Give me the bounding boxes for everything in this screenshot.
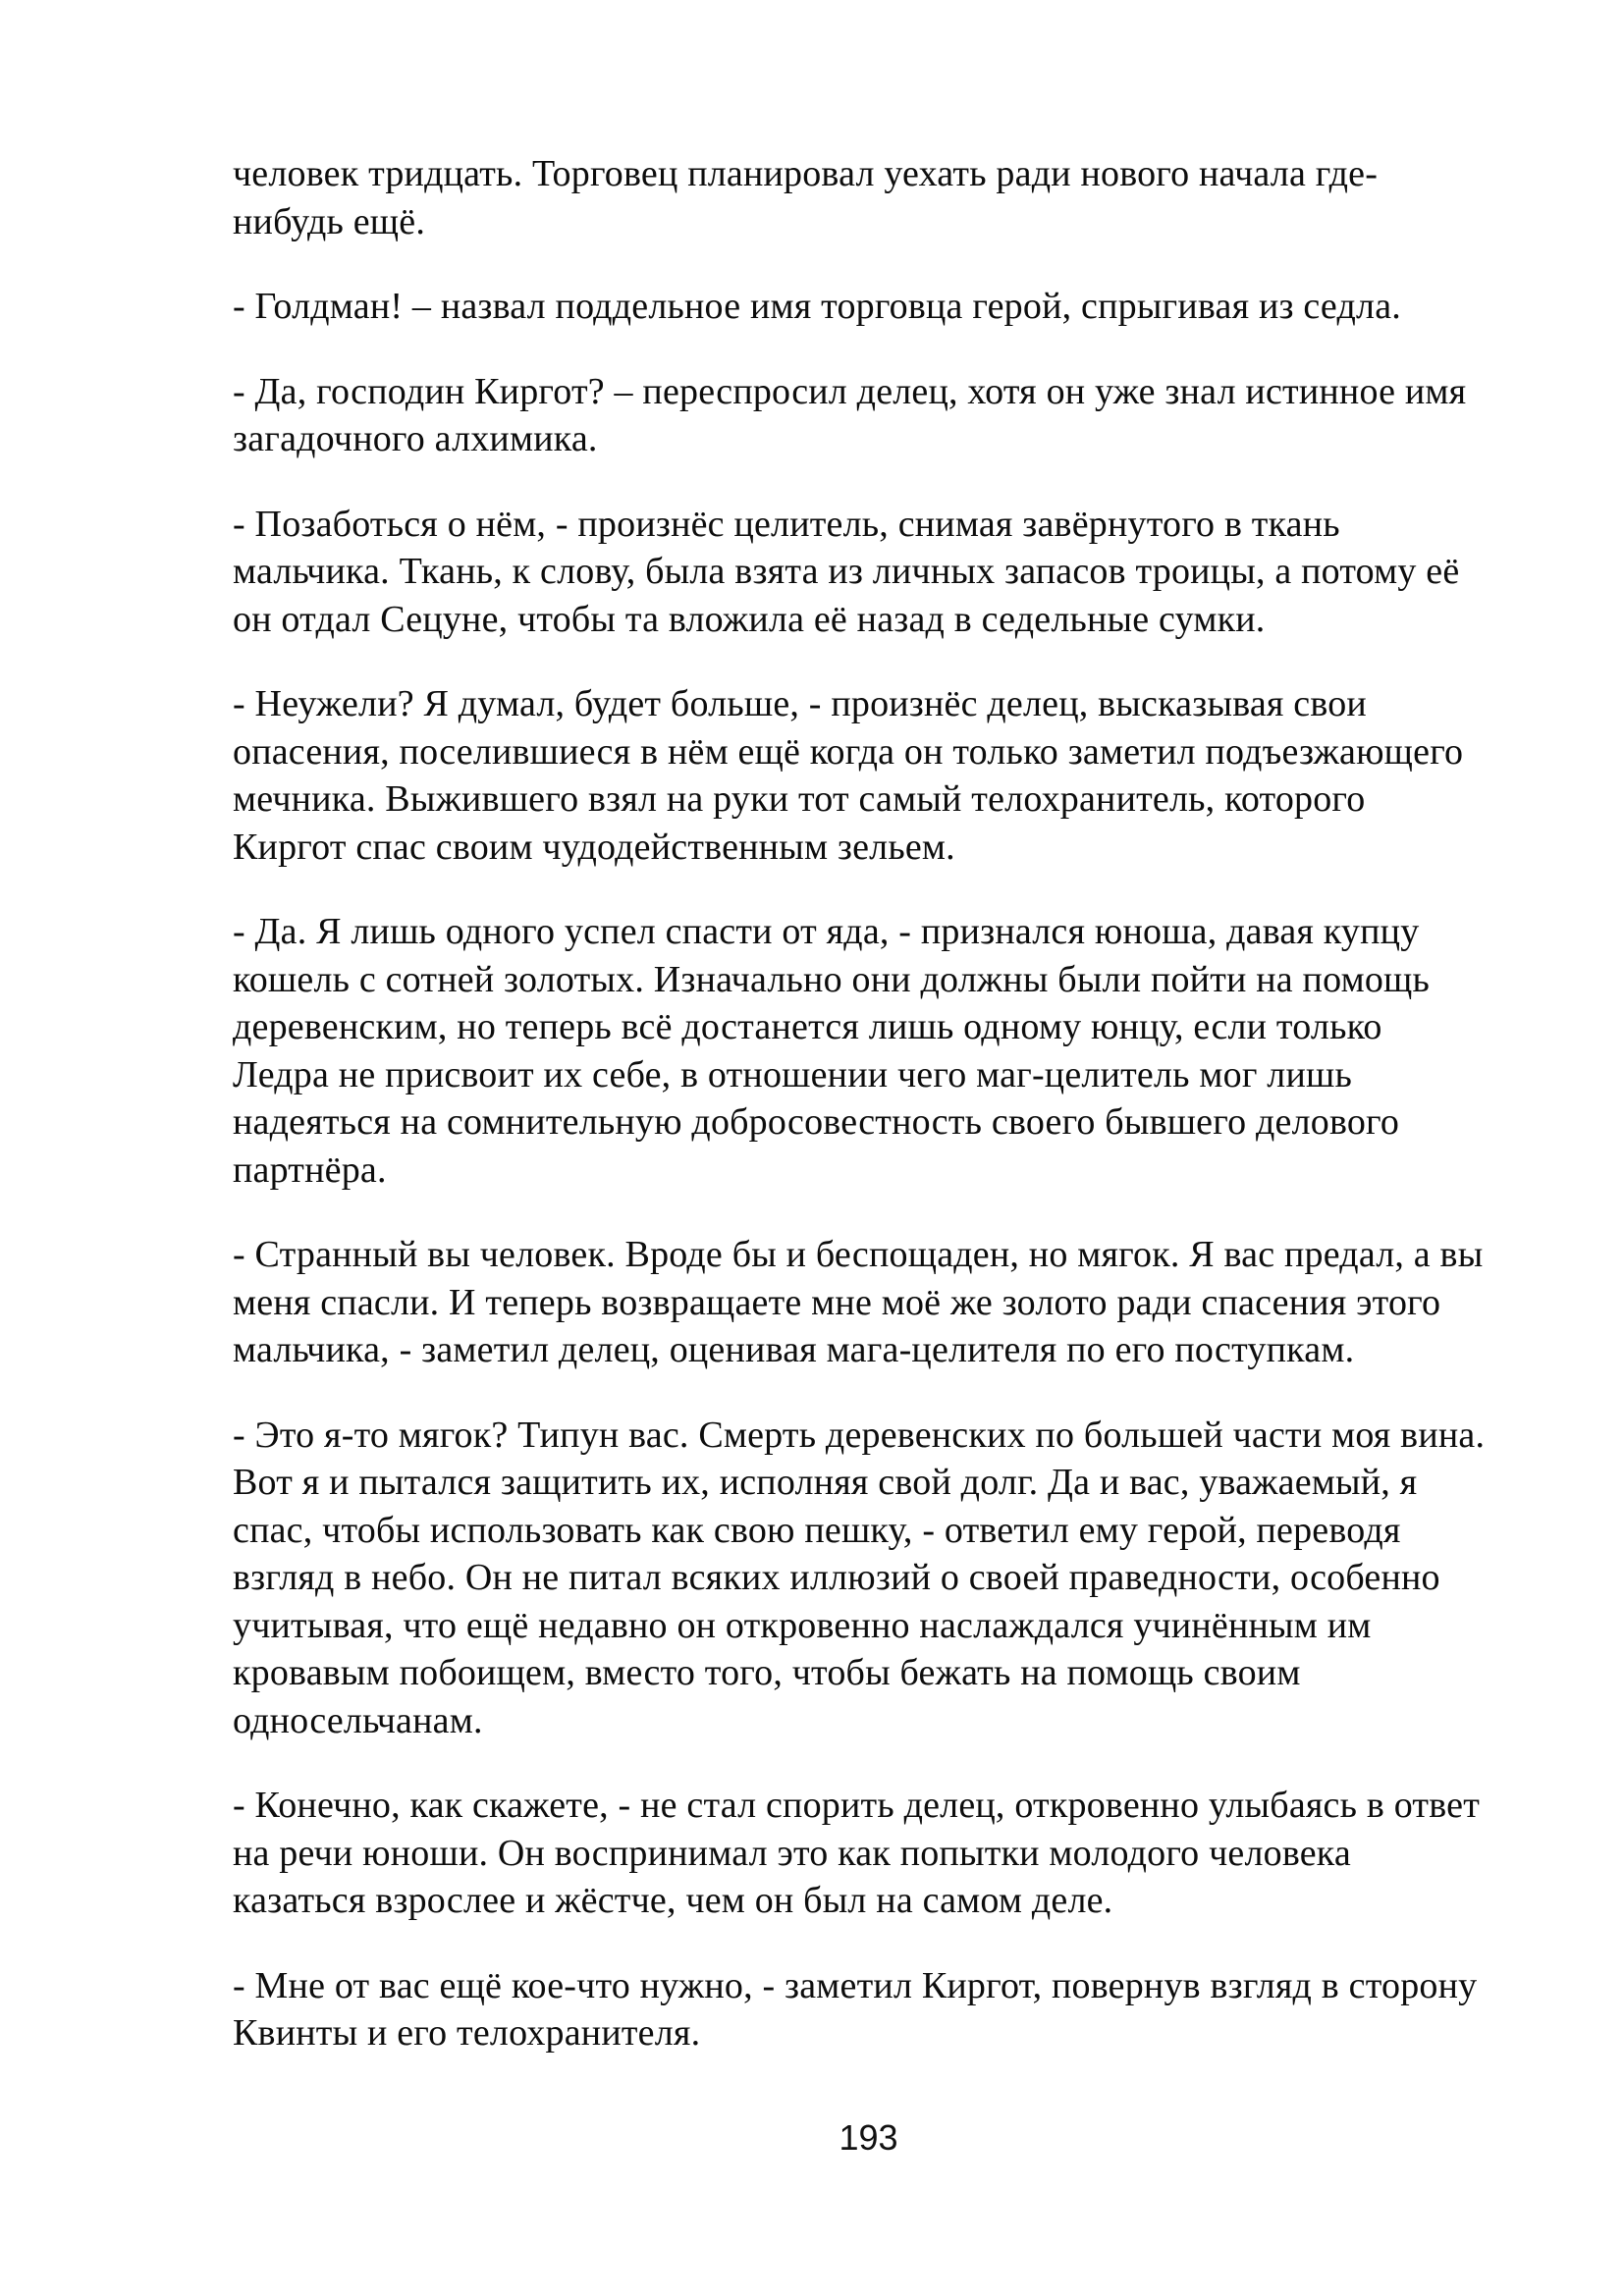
text-line: Квинты и его телохранителя. xyxy=(233,2012,701,2054)
paragraph xyxy=(233,150,1504,245)
text-line: - Да. Я лишь одного успел спасти от яда, - признался юноша, давая купцу xyxy=(233,911,1420,952)
text-line: Киргот спас своим чудодейственным зельем. xyxy=(233,826,955,868)
paragraph xyxy=(233,368,1504,463)
text-line: - Странный вы человек. Вроде бы и беспощаден, но мягок. Я вас предал, а вы xyxy=(233,1234,1484,1275)
text-line: надеяться на сомнительную добросовестность своего бывшего делового xyxy=(233,1101,1400,1143)
text-line: Ледра не присвоит их себе, в отношении чего маг-целитель мог лишь xyxy=(233,1053,1352,1095)
paragraph xyxy=(233,1782,1504,1925)
paragraph xyxy=(233,1231,1504,1374)
text-block xyxy=(233,150,1504,2095)
text-line: партнёра. xyxy=(233,1148,387,1191)
paragraph xyxy=(233,501,1504,644)
text-line: спас, чтобы использовать как свою пешку, - ответил ему герой, переводя xyxy=(233,1509,1401,1551)
text-line: - Конечно, как скажете, - не стал спорить делец, откровенно улыбаясь в ответ xyxy=(233,1785,1480,1826)
text-line: - Позаботься о нём, - произнёс целитель, снимая завёрнутого в ткань xyxy=(233,503,1340,545)
text-line: взгляд в небо. Он не питал всяких иллюзий о своей праведности, особенно xyxy=(233,1557,1440,1598)
text-line: мальчика. Ткань, к слову, была взята из личных запасов троицы, а потому её xyxy=(233,551,1460,592)
paragraph xyxy=(233,283,1504,331)
text-line: Вот я и пытался защитить их, исполняя свой долг. Да и вас, уважаемый, я xyxy=(233,1462,1418,1503)
paragraph xyxy=(233,1962,1504,2057)
text-line: деревенским, но теперь всё достанется лишь одному юнцу, если только xyxy=(233,1006,1382,1047)
text-line: казаться взрослее и жёстче, чем он был на самом деле. xyxy=(233,1880,1113,1921)
text-line: загадочного алхимика. xyxy=(233,418,598,459)
text-line: мечника. Выжившего взял на руки тот самый телохранитель, которого xyxy=(233,778,1366,820)
text-line: кровавым побоищем, вместо того, чтобы бежать на помощь своим xyxy=(233,1652,1301,1693)
paragraph xyxy=(233,680,1504,871)
text-line: кошель с сотней золотых. Изначально они должны были пойти на помощь xyxy=(233,958,1431,1000)
text-line: на речи юноши. Он воспринимал это как попытки молодого человека xyxy=(233,1832,1351,1874)
page-number: 193 xyxy=(839,2117,898,2158)
text-line: он отдал Сецуне, чтобы та вложила её назад в седельные сумки. xyxy=(233,598,1266,640)
text-line: - Да, господин Киргот? – переспросил делец, хотя он уже знал истинное имя xyxy=(233,370,1467,412)
text-line: - Неужели? Я думал, будет больше, - произнёс делец, высказывая свои xyxy=(233,683,1367,724)
text-line: меня спасли. И теперь возвращаете мне моё же золото ради спасения этого xyxy=(233,1281,1441,1323)
paragraph xyxy=(233,908,1504,1194)
text-line: нибудь ещё. xyxy=(233,200,426,242)
text-line: опасения, поселившиеся в нём ещё когда он только заметил подъезжающего xyxy=(233,730,1464,773)
text-line: односельчанам. xyxy=(233,1699,483,1741)
text-line: - Это я-то мягок? Типун вас. Смерть деревенских по большей части моя вина. xyxy=(233,1414,1486,1456)
text-line: - Голдман! – назвал поддельное имя торговца герой, спрыгивая из седла. xyxy=(233,286,1401,327)
text-line: - Мне от вас ещё кое-что нужно, - заметил Киргот, повернув взгляд в сторону xyxy=(233,1964,1478,2006)
paragraph xyxy=(233,1412,1504,1745)
text-line: человек тридцать. Торговец планировал уехать ради нового начала где- xyxy=(233,153,1379,194)
text-line: мальчика, - заметил делец, оценивая мага-целителя по его поступкам. xyxy=(233,1329,1355,1370)
text-line: учитывая, что ещё недавно он откровенно наслаждался учинённым им xyxy=(233,1604,1372,1646)
